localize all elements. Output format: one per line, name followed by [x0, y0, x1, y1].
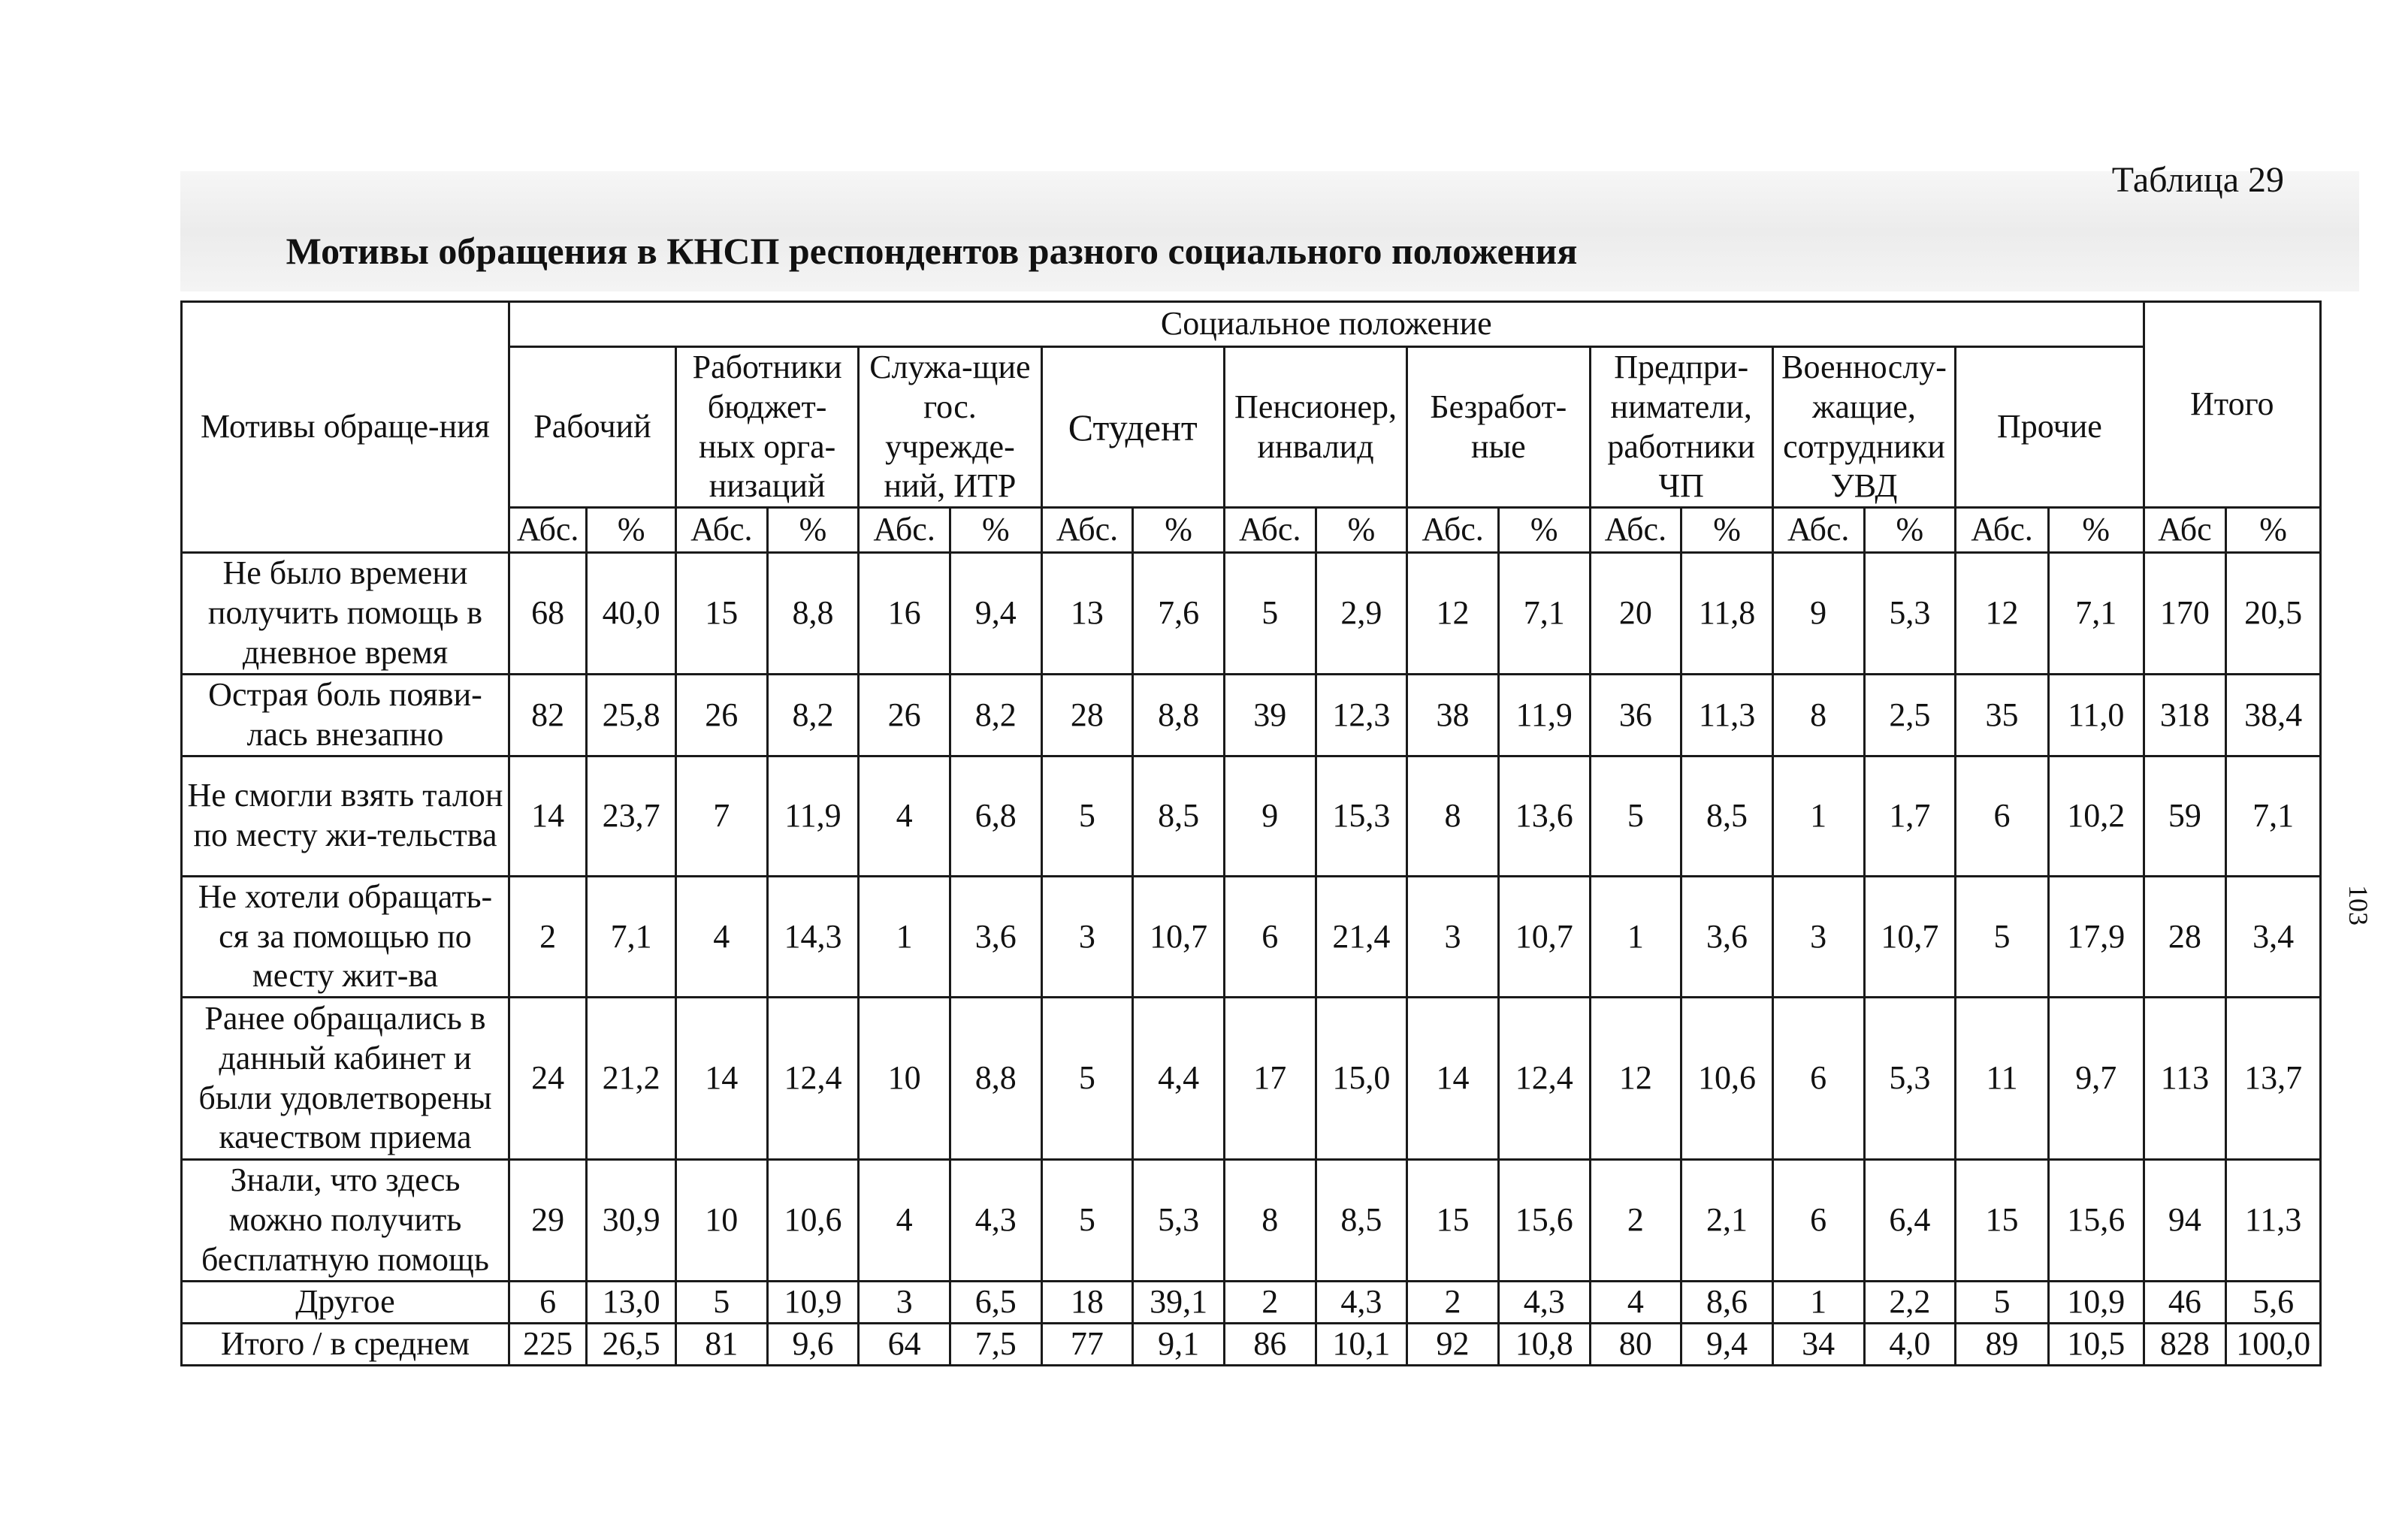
pct-value-cell: 8,5 — [1316, 1160, 1407, 1282]
pct-value-cell: 2,5 — [1864, 675, 1956, 756]
abs-value-cell: 8 — [1407, 756, 1499, 876]
abs-value-cell: 12 — [1956, 553, 2049, 675]
abs-subheader: Абс. — [1041, 508, 1133, 553]
abs-value-cell: 92 — [1407, 1324, 1499, 1366]
abs-value-cell: 4 — [859, 1160, 950, 1282]
pct-value-cell: 10,8 — [1498, 1324, 1590, 1366]
abs-value-cell: 34 — [1772, 1324, 1864, 1366]
pct-value-cell: 8,2 — [767, 675, 859, 756]
abs-value-cell: 6 — [1772, 998, 1864, 1160]
abs-value-cell: 6 — [1224, 876, 1316, 997]
pct-value-cell: 11,9 — [767, 756, 859, 876]
pct-value-cell: 7,1 — [587, 876, 676, 997]
abs-value-cell: 15 — [1407, 1160, 1499, 1282]
abs-value-cell: 80 — [1590, 1324, 1681, 1366]
abs-value-cell: 13 — [1041, 553, 1133, 675]
abs-value-cell: 17 — [1224, 998, 1316, 1160]
pct-value-cell: 3,6 — [1681, 876, 1773, 997]
abs-value-cell: 24 — [509, 998, 586, 1160]
abs-value-cell: 28 — [1041, 675, 1133, 756]
abs-value-cell: 7 — [675, 756, 767, 876]
abs-value-cell: 12 — [1590, 998, 1681, 1160]
abs-value-cell: 3 — [1772, 876, 1864, 997]
abs-value-cell: 5 — [1041, 1160, 1133, 1282]
pct-value-cell: 13,7 — [2226, 998, 2321, 1160]
abs-value-cell: 1 — [1772, 1282, 1864, 1324]
motive-cell: Ранее обращались в данный кабинет и были удовлетворены качеством приема — [182, 998, 509, 1160]
abs-subheader: Абс. — [1224, 508, 1316, 553]
pct-value-cell: 11,8 — [1681, 553, 1773, 675]
pct-value-cell: 8,6 — [1681, 1282, 1773, 1324]
abs-subheader: Абс. — [859, 508, 950, 553]
abs-value-cell: 26 — [859, 675, 950, 756]
pct-value-cell: 4,3 — [1316, 1282, 1407, 1324]
abs-value-cell: 81 — [675, 1324, 767, 1366]
abs-value-cell: 10 — [859, 998, 950, 1160]
group-header-civil-servants: Служа-щие гос. учрежде-ний, ИТР — [859, 347, 1041, 508]
table-title: Мотивы обращения в КНСП респондентов разного социального положения — [286, 230, 1578, 272]
abs-value-cell: 2 — [1590, 1160, 1681, 1282]
abs-value-cell: 15 — [675, 553, 767, 675]
abs-value-cell: 5 — [1956, 1282, 2049, 1324]
pct-value-cell: 30,9 — [587, 1160, 676, 1282]
abs-subheader: Абс. — [1590, 508, 1681, 553]
pct-value-cell: 8,5 — [1681, 756, 1773, 876]
pct-value-cell: 26,5 — [587, 1324, 676, 1366]
abs-value-cell: 94 — [2144, 1160, 2225, 1282]
table-row — [182, 553, 2321, 675]
abs-subheader: Абс. — [509, 508, 586, 553]
pct-value-cell: 2,9 — [1316, 553, 1407, 675]
pct-value-cell: 10,9 — [767, 1282, 859, 1324]
abs-value-cell: 5 — [1590, 756, 1681, 876]
abs-value-cell: 11 — [1956, 998, 2049, 1160]
pct-value-cell: 8,8 — [767, 553, 859, 675]
abs-value-cell: 9 — [1224, 756, 1316, 876]
pct-value-cell: 15,6 — [1498, 1160, 1590, 1282]
pct-value-cell: 10,9 — [2048, 1282, 2144, 1324]
pct-value-cell: 11,0 — [2048, 675, 2144, 756]
abs-value-cell: 1 — [1590, 876, 1681, 997]
pct-value-cell: 9,4 — [1681, 1324, 1773, 1366]
abs-value-cell: 225 — [509, 1324, 586, 1366]
abs-value-cell: 5 — [1041, 998, 1133, 1160]
pct-value-cell: 4,3 — [950, 1160, 1041, 1282]
pct-value-cell: 12,4 — [1498, 998, 1590, 1160]
pct-value-cell: 21,2 — [587, 998, 676, 1160]
abs-value-cell: 5 — [1224, 553, 1316, 675]
abs-value-cell: 3 — [1407, 876, 1499, 997]
pct-value-cell: 11,9 — [1498, 675, 1590, 756]
abs-value-cell: 14 — [675, 998, 767, 1160]
abs-value-cell: 4 — [1590, 1282, 1681, 1324]
pct-value-cell: 9,4 — [950, 553, 1041, 675]
pct-value-cell: 100,0 — [2226, 1324, 2321, 1366]
total-abs-subheader: Абс — [2144, 508, 2225, 553]
pct-value-cell: 10,1 — [1316, 1324, 1407, 1366]
abs-value-cell: 36 — [1590, 675, 1681, 756]
abs-value-cell: 6 — [509, 1282, 586, 1324]
pct-value-cell: 4,0 — [1864, 1324, 1956, 1366]
abs-value-cell: 14 — [509, 756, 586, 876]
pct-subheader: % — [1133, 508, 1225, 553]
motive-cell: Итого / в среднем — [182, 1324, 509, 1366]
pct-value-cell: 5,6 — [2226, 1282, 2321, 1324]
table-row — [182, 876, 2321, 997]
abs-value-cell: 5 — [1956, 876, 2049, 997]
abs-value-cell: 26 — [675, 675, 767, 756]
abs-value-cell: 64 — [859, 1324, 950, 1366]
abs-value-cell: 170 — [2144, 553, 2225, 675]
abs-value-cell: 16 — [859, 553, 950, 675]
group-header-workers: Рабочий — [509, 347, 675, 508]
pct-value-cell: 8,8 — [950, 998, 1041, 1160]
group-header-military: Военнослу-жащие, сотрудники УВД — [1772, 347, 1955, 508]
pct-value-cell: 14,3 — [767, 876, 859, 997]
motives-table — [180, 300, 2322, 1366]
pct-value-cell: 21,4 — [1316, 876, 1407, 997]
abs-value-cell: 4 — [675, 876, 767, 997]
pct-value-cell: 7,5 — [950, 1324, 1041, 1366]
pct-value-cell: 10,5 — [2048, 1324, 2144, 1366]
abs-value-cell: 8 — [1224, 1160, 1316, 1282]
abs-value-cell: 18 — [1041, 1282, 1133, 1324]
motive-cell: Острая боль появи-лась внезапно — [182, 675, 509, 756]
motive-cell: Не было времени получить помощь в дневное время — [182, 553, 509, 675]
abs-value-cell: 8 — [1772, 675, 1864, 756]
abs-value-cell: 3 — [859, 1282, 950, 1324]
pct-value-cell: 9,7 — [2048, 998, 2144, 1160]
pct-value-cell: 8,5 — [1133, 756, 1225, 876]
pct-value-cell: 25,8 — [587, 675, 676, 756]
abs-subheader: Абс. — [1956, 508, 2049, 553]
pct-value-cell: 5,3 — [1133, 1160, 1225, 1282]
pct-value-cell: 15,0 — [1316, 998, 1407, 1160]
pct-subheader: % — [1681, 508, 1773, 553]
abs-value-cell: 2 — [1224, 1282, 1316, 1324]
group-header-other: Прочие — [1956, 347, 2144, 508]
social-status-header: Социальное положение — [509, 302, 2144, 347]
table-number-label: Таблица 29 — [2111, 160, 2284, 200]
table-row — [182, 756, 2321, 876]
abs-subheader: Абс. — [1772, 508, 1864, 553]
motive-cell: Не смогли взять талон по месту жи-тельства — [182, 756, 509, 876]
pct-value-cell: 2,1 — [1681, 1160, 1773, 1282]
abs-value-cell: 59 — [2144, 756, 2225, 876]
abs-value-cell: 15 — [1956, 1160, 2049, 1282]
table-row — [182, 998, 2321, 1160]
group-header-students: Студент — [1041, 347, 1224, 508]
group-header-entrepreneurs: Предпри-ниматели, работники ЧП — [1590, 347, 1772, 508]
abs-value-cell: 39 — [1224, 675, 1316, 756]
pct-value-cell: 6,5 — [950, 1282, 1041, 1324]
abs-value-cell: 6 — [1956, 756, 2049, 876]
pct-value-cell: 4,3 — [1498, 1282, 1590, 1324]
abs-value-cell: 2 — [509, 876, 586, 997]
pct-subheader: % — [1316, 508, 1407, 553]
pct-value-cell: 10,7 — [1864, 876, 1956, 997]
pct-value-cell: 8,2 — [950, 675, 1041, 756]
pct-value-cell: 17,9 — [2048, 876, 2144, 997]
pct-value-cell: 15,6 — [2048, 1160, 2144, 1282]
pct-value-cell: 7,1 — [2226, 756, 2321, 876]
table-row — [182, 1160, 2321, 1282]
abs-value-cell: 20 — [1590, 553, 1681, 675]
abs-value-cell: 9 — [1772, 553, 1864, 675]
abs-value-cell: 12 — [1407, 553, 1499, 675]
abs-value-cell: 10 — [675, 1160, 767, 1282]
abs-subheader: Абс. — [1407, 508, 1499, 553]
pct-value-cell: 2,2 — [1864, 1282, 1956, 1324]
pct-value-cell: 13,6 — [1498, 756, 1590, 876]
abs-value-cell: 3 — [1041, 876, 1133, 997]
motive-cell: Другое — [182, 1282, 509, 1324]
pct-value-cell: 7,1 — [2048, 553, 2144, 675]
pct-value-cell: 6,8 — [950, 756, 1041, 876]
abs-value-cell: 28 — [2144, 876, 2225, 997]
abs-value-cell: 5 — [1041, 756, 1133, 876]
pct-value-cell: 10,7 — [1498, 876, 1590, 997]
pct-value-cell: 10,7 — [1133, 876, 1225, 997]
pct-value-cell: 15,3 — [1316, 756, 1407, 876]
abs-value-cell: 29 — [509, 1160, 586, 1282]
pct-value-cell: 3,4 — [2226, 876, 2321, 997]
pct-value-cell: 4,4 — [1133, 998, 1225, 1160]
motive-cell: Не хотели обращать-ся за помощью по месту жит-ва — [182, 876, 509, 997]
pct-value-cell: 12,4 — [767, 998, 859, 1160]
abs-value-cell: 1 — [1772, 756, 1864, 876]
abs-value-cell: 6 — [1772, 1160, 1864, 1282]
group-header-unemployed: Безработ-ные — [1407, 347, 1590, 508]
total-pct-subheader: % — [2226, 508, 2321, 553]
pct-subheader: % — [1498, 508, 1590, 553]
pct-subheader: % — [587, 508, 676, 553]
pct-value-cell: 38,4 — [2226, 675, 2321, 756]
pct-value-cell: 39,1 — [1133, 1282, 1225, 1324]
pct-value-cell: 5,3 — [1864, 553, 1956, 675]
pct-subheader: % — [950, 508, 1041, 553]
abs-value-cell: 4 — [859, 756, 950, 876]
pct-value-cell: 40,0 — [587, 553, 676, 675]
pct-subheader: % — [1864, 508, 1956, 553]
pct-subheader: % — [2048, 508, 2144, 553]
pct-value-cell: 12,3 — [1316, 675, 1407, 756]
pct-value-cell: 7,6 — [1133, 553, 1225, 675]
pct-value-cell: 10,6 — [767, 1160, 859, 1282]
table-row — [182, 675, 2321, 756]
pct-value-cell: 9,1 — [1133, 1324, 1225, 1366]
pct-value-cell: 9,6 — [767, 1324, 859, 1366]
table-row — [182, 1324, 2321, 1366]
abs-value-cell: 2 — [1407, 1282, 1499, 1324]
abs-value-cell: 38 — [1407, 675, 1499, 756]
motive-cell: Знали, что здесь можно получить бесплатную помощь — [182, 1160, 509, 1282]
pct-value-cell: 20,5 — [2226, 553, 2321, 675]
abs-value-cell: 89 — [1956, 1324, 2049, 1366]
pct-value-cell: 6,4 — [1864, 1160, 1956, 1282]
pct-value-cell: 5,3 — [1864, 998, 1956, 1160]
pct-value-cell: 10,6 — [1681, 998, 1773, 1160]
pct-value-cell: 1,7 — [1864, 756, 1956, 876]
abs-value-cell: 46 — [2144, 1282, 2225, 1324]
pct-value-cell: 7,1 — [1498, 553, 1590, 675]
page-number: 103 — [2343, 885, 2373, 926]
abs-value-cell: 77 — [1041, 1324, 1133, 1366]
abs-value-cell: 828 — [2144, 1324, 2225, 1366]
pct-value-cell: 11,3 — [1681, 675, 1773, 756]
pct-value-cell: 8,8 — [1133, 675, 1225, 756]
abs-value-cell: 35 — [1956, 675, 2049, 756]
pct-value-cell: 11,3 — [2226, 1160, 2321, 1282]
total-header: Итого — [2144, 302, 2320, 508]
pct-value-cell: 23,7 — [587, 756, 676, 876]
group-header-budget-employees: Работники бюджет-ных орга-низаций — [675, 347, 858, 508]
motive-column-header: Мотивы обраще-ния — [182, 302, 509, 553]
abs-value-cell: 1 — [859, 876, 950, 997]
pct-value-cell: 3,6 — [950, 876, 1041, 997]
abs-subheader: Абс. — [675, 508, 767, 553]
pct-value-cell: 13,0 — [587, 1282, 676, 1324]
abs-value-cell: 5 — [675, 1282, 767, 1324]
table-body — [182, 553, 2321, 1366]
abs-value-cell: 68 — [509, 553, 586, 675]
abs-value-cell: 318 — [2144, 675, 2225, 756]
abs-value-cell: 86 — [1224, 1324, 1316, 1366]
pct-subheader: % — [767, 508, 859, 553]
table-row — [182, 1282, 2321, 1324]
abs-value-cell: 14 — [1407, 998, 1499, 1160]
pct-value-cell: 10,2 — [2048, 756, 2144, 876]
abs-value-cell: 82 — [509, 675, 586, 756]
abs-value-cell: 113 — [2144, 998, 2225, 1160]
group-header-pensioners: Пенсионер, инвалид — [1224, 347, 1406, 508]
